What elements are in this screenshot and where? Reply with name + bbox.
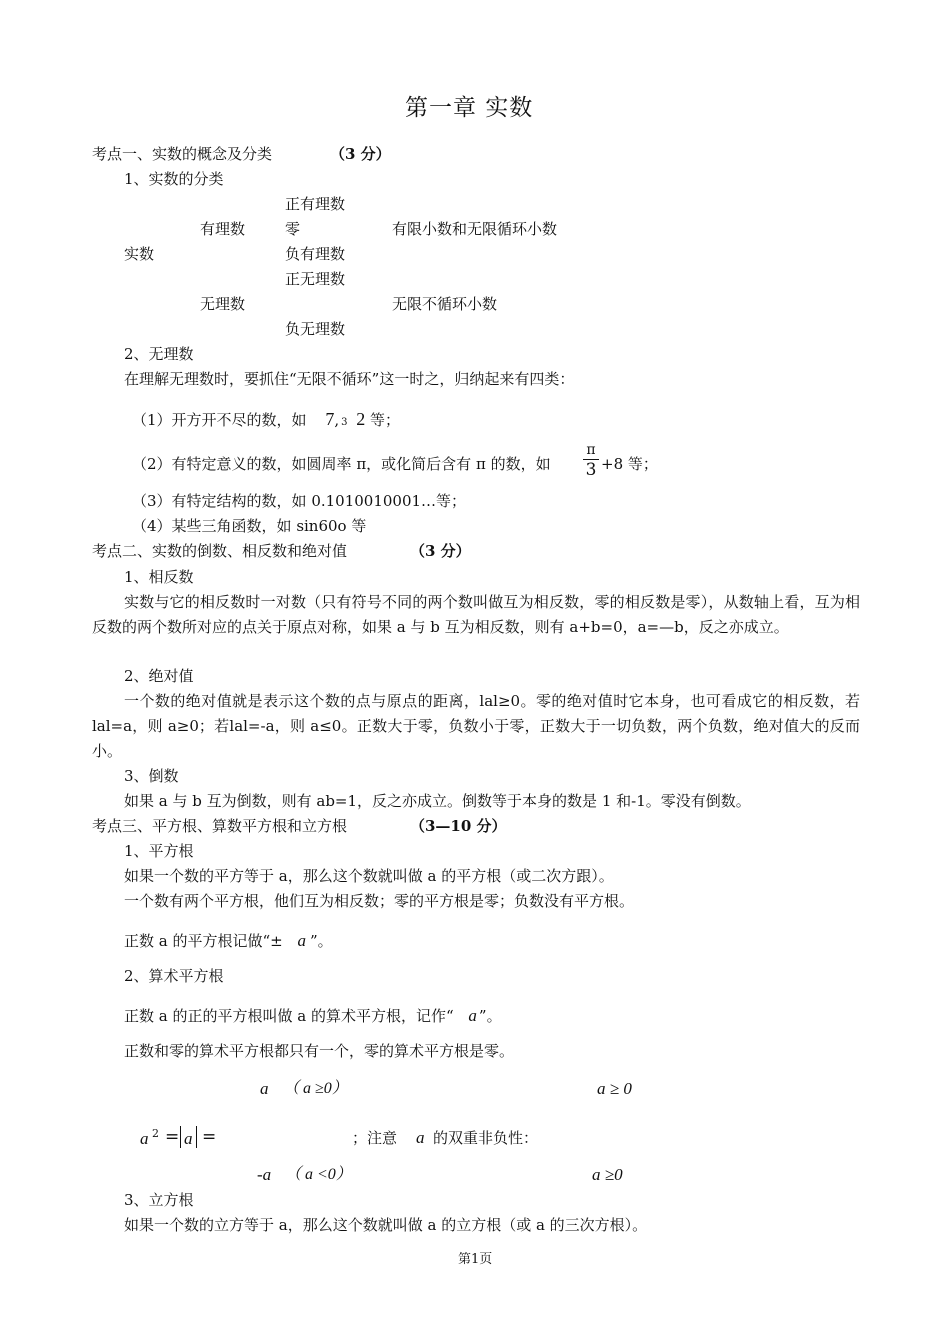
section-1-heading: 考点一、实数的概念及分类 [92,145,273,163]
notation-text: 正数 a 的平方根记做“± [124,932,283,950]
abs-value-inner: a [184,1129,193,1148]
note-text: ；注意 [352,1129,398,1147]
note-symbol-a: a [416,1128,425,1147]
page-number: 第1页 [458,1252,493,1267]
item-zero: 零 [285,220,301,238]
page-title: 第一章 实数 [405,95,534,121]
root-7: 7 [325,409,335,429]
subheading-reciprocal: 3、倒数 [124,767,179,785]
irrational-item-4: （4）某些三角函数，如 sin60o 等 [132,517,367,535]
label-irrational: 无理数 [200,295,246,313]
item-1-text: （1）开方开不尽的数，如 [132,411,307,429]
section-3-heading: 考点三、平方根、算数平方根和立方根 [92,817,348,835]
irrational-intro: 在理解无理数时，要抓住“无限不循环”这一时之，归纳起来有四类： [124,370,575,388]
fraction-numerator: π [586,442,596,458]
square-root-notation [124,932,333,949]
subheading-absolute: 2、绝对值 [124,667,194,685]
case-2-condition: （ a <0） [285,1166,352,1183]
notation-symbol-a: a [297,931,306,950]
cube-root-index: 3 [341,417,348,428]
abs-bar-left [180,1126,181,1148]
lhs-base: a [140,1129,149,1148]
case-2-value: -a [257,1165,272,1184]
subheading-classification: 1、实数的分类 [124,170,224,188]
arithmetic-root-uniqueness: 正数和零的算术平方根都只有一个，零的算术平方根是零。 [124,1042,515,1060]
notation-close: ”。 [310,932,333,950]
square-root-definition: 如果一个数的平方等于 a，那么这个数就叫做 a 的平方根（或二次方跟）。 [124,867,614,885]
square-root-properties: 一个数有两个平方根，他们互为相反数；零的平方根是零；负数没有平方根。 [124,892,635,910]
case-1-value: a [260,1079,269,1098]
item-negative-irrational: 负无理数 [285,320,346,338]
section-1-score: （3 分） [330,145,391,163]
equals-1: = [165,1127,180,1147]
definition-symbol-a: a [468,1006,477,1025]
item-positive-rational: 正有理数 [285,195,346,213]
equals-2: = [202,1127,217,1147]
irrational-description: 无限不循环小数 [392,295,498,313]
section-3-score: （3—10 分） [410,817,507,835]
subheading-irrational: 2、无理数 [124,345,194,363]
absolute-paragraph: 一个数的绝对值就是表示这个数的点与原点的距离，lal≥0。零的绝对值时它本身，也可看成它的相反数，若lal=a，则 a≥0；若lal=-a，则 a≤0。正数大于零，负数小于零，正数大于一切负数，两个负数，绝对值大的反而小。 [92,692,860,760]
subheading-cube-root: 3、立方根 [124,1191,194,1209]
definition-close: ”。 [478,1007,502,1025]
fraction-pi-over-3 [583,443,599,479]
case-1-condition: （ a ≥0） [283,1080,348,1097]
section-2-score: （3 分） [410,542,471,560]
subheading-arithmetic-root: 2、算术平方根 [124,967,224,985]
item-1-suffix: 等； [370,411,401,429]
item-1-separator: , [334,411,340,429]
label-real-number: 实数 [124,245,155,263]
irrational-item-1 [132,410,400,428]
item-negative-rational: 负有理数 [285,245,346,263]
section-2-heading: 考点二、实数的倒数、相反数和绝对值 [92,542,348,560]
root-2: 2 [356,409,366,429]
subheading-opposite: 1、相反数 [124,568,194,586]
opposite-paragraph: 实数与它的相反数时一对数（只有符号不同的两个数叫做互为相反数，零的相反数是零），从数轴上看，互为相反数的两个数所对应的点关于原点对称，如果 a 与 b 互为相反数，则有 a+b=0，a=—b，反之亦成立。 [92,593,860,636]
label-rational: 有理数 [200,220,246,238]
irrational-item-3: （3）有特定结构的数，如 0.1010010001…等； [132,492,467,510]
rational-description: 有限小数和无限循环小数 [392,220,558,238]
nonnegativity-2: a ≥0 [592,1165,623,1184]
subheading-square-root: 1、平方根 [124,842,194,860]
abs-bar-right [196,1126,197,1148]
lhs-exponent: 2 [152,1127,159,1140]
irrational-item-2-suffix: +8 等； [601,455,658,473]
note-suffix: 的双重非负性： [433,1129,539,1147]
definition-text: 正数 a 的正的平方根叫做 a 的算术平方根，记作“ [124,1007,454,1025]
item-positive-irrational: 正无理数 [285,270,346,288]
nonnegativity-1: a ≥ 0 [597,1079,632,1098]
fraction-denominator: 3 [585,460,597,480]
arithmetic-root-definition [124,1007,502,1024]
reciprocal-paragraph: 如果 a 与 b 互为倒数，则有 ab=1，反之亦成立。倒数等于本身的数是 1 和-1。零没有倒数。 [124,792,751,810]
cube-root-definition: 如果一个数的立方等于 a，那么这个数就叫做 a 的立方根（或 a 的三次方根）。 [124,1216,648,1234]
irrational-item-2: （2）有特定意义的数，如圆周率 π，或化简后含有 π 的数，如 [132,455,551,473]
